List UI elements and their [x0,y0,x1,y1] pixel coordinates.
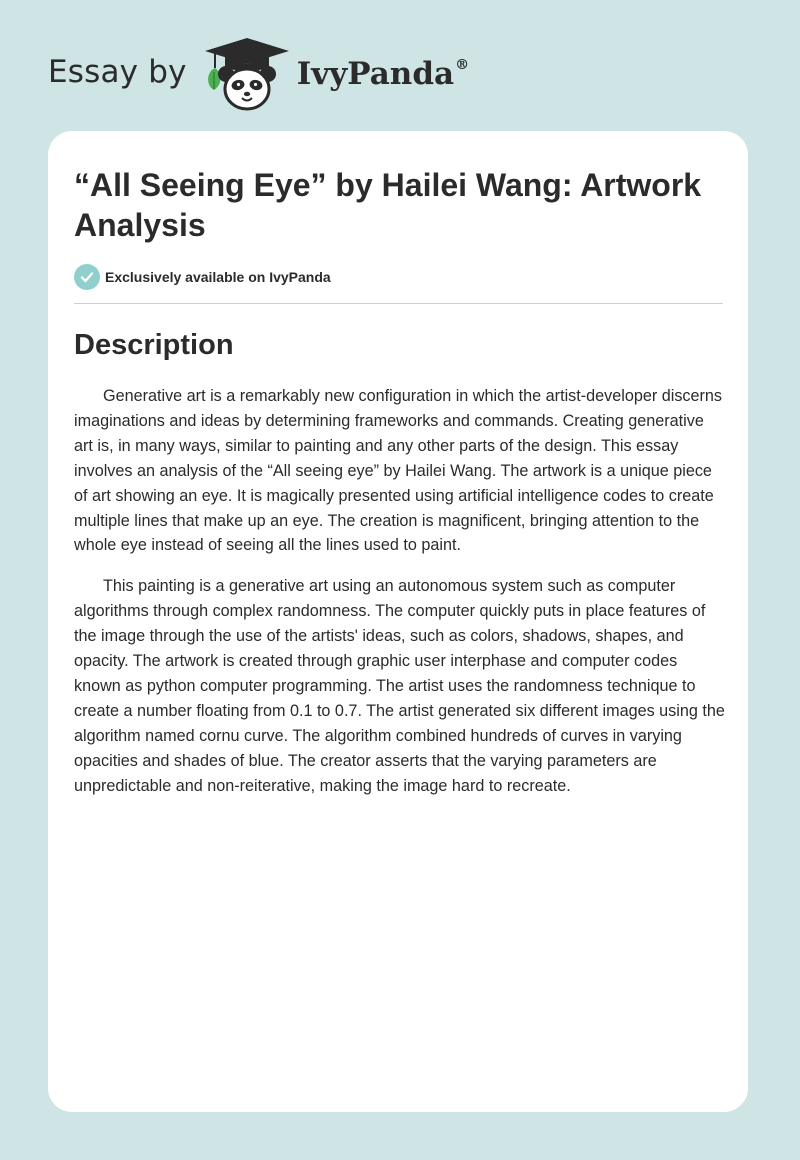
registered-mark: ® [455,56,470,73]
article-card [48,131,748,1112]
section-heading: Description [74,329,234,361]
site-header [48,34,469,114]
page-title: “All Seeing Eye” by Hailei Wang: Artwork Analysis [74,167,702,243]
checkmark-circle-icon [74,264,100,290]
brand-name: IvyPanda® [296,56,470,92]
exclusive-badge [74,264,331,290]
panda-logo-icon[interactable] [201,34,293,114]
divider [74,303,723,304]
article-body [74,384,726,815]
paragraph: Generative art is a remarkably new configuration in which the artist-developer discerns imaginations and ideas by determining frameworks and commands. Creating generative art is, in many ways, similar to painting and any other parts of the design. This essay involves an analysis of the “All seeing eye” by Hailei Wang. The artwork is a unique piece of art showing an eye. It is magically presented using artificial intelligence codes to create multiple lines that make up an eye. The creation is magnificent, bringing attention to the whole eye instead of seeing all the lines used to paint. [74,387,723,555]
paragraph: This painting is a generative art using an autonomous system such as computer algorithms through complex randomness. The computer quickly puts in place features of the image through the use of the artists' ideas, such as colors, shadows, shapes, and opacity. The artwork is created through graphic user interphase and computer codes known as python computer programming. The artist uses the randomness technique to create a number floating from 0.1 to 0.7. The artist generated six different images using the algorithm named cornu curve. The algorithm combined hundreds of curves in varying opacities and shades of blue. The creator asserts that the varying parameters are unpredictable and non-reiterative, making the image hard to recreate. [74,577,725,795]
essay-by-label: Essay by [48,54,187,90]
badge-label: Exclusively available on IvyPanda [105,269,331,285]
